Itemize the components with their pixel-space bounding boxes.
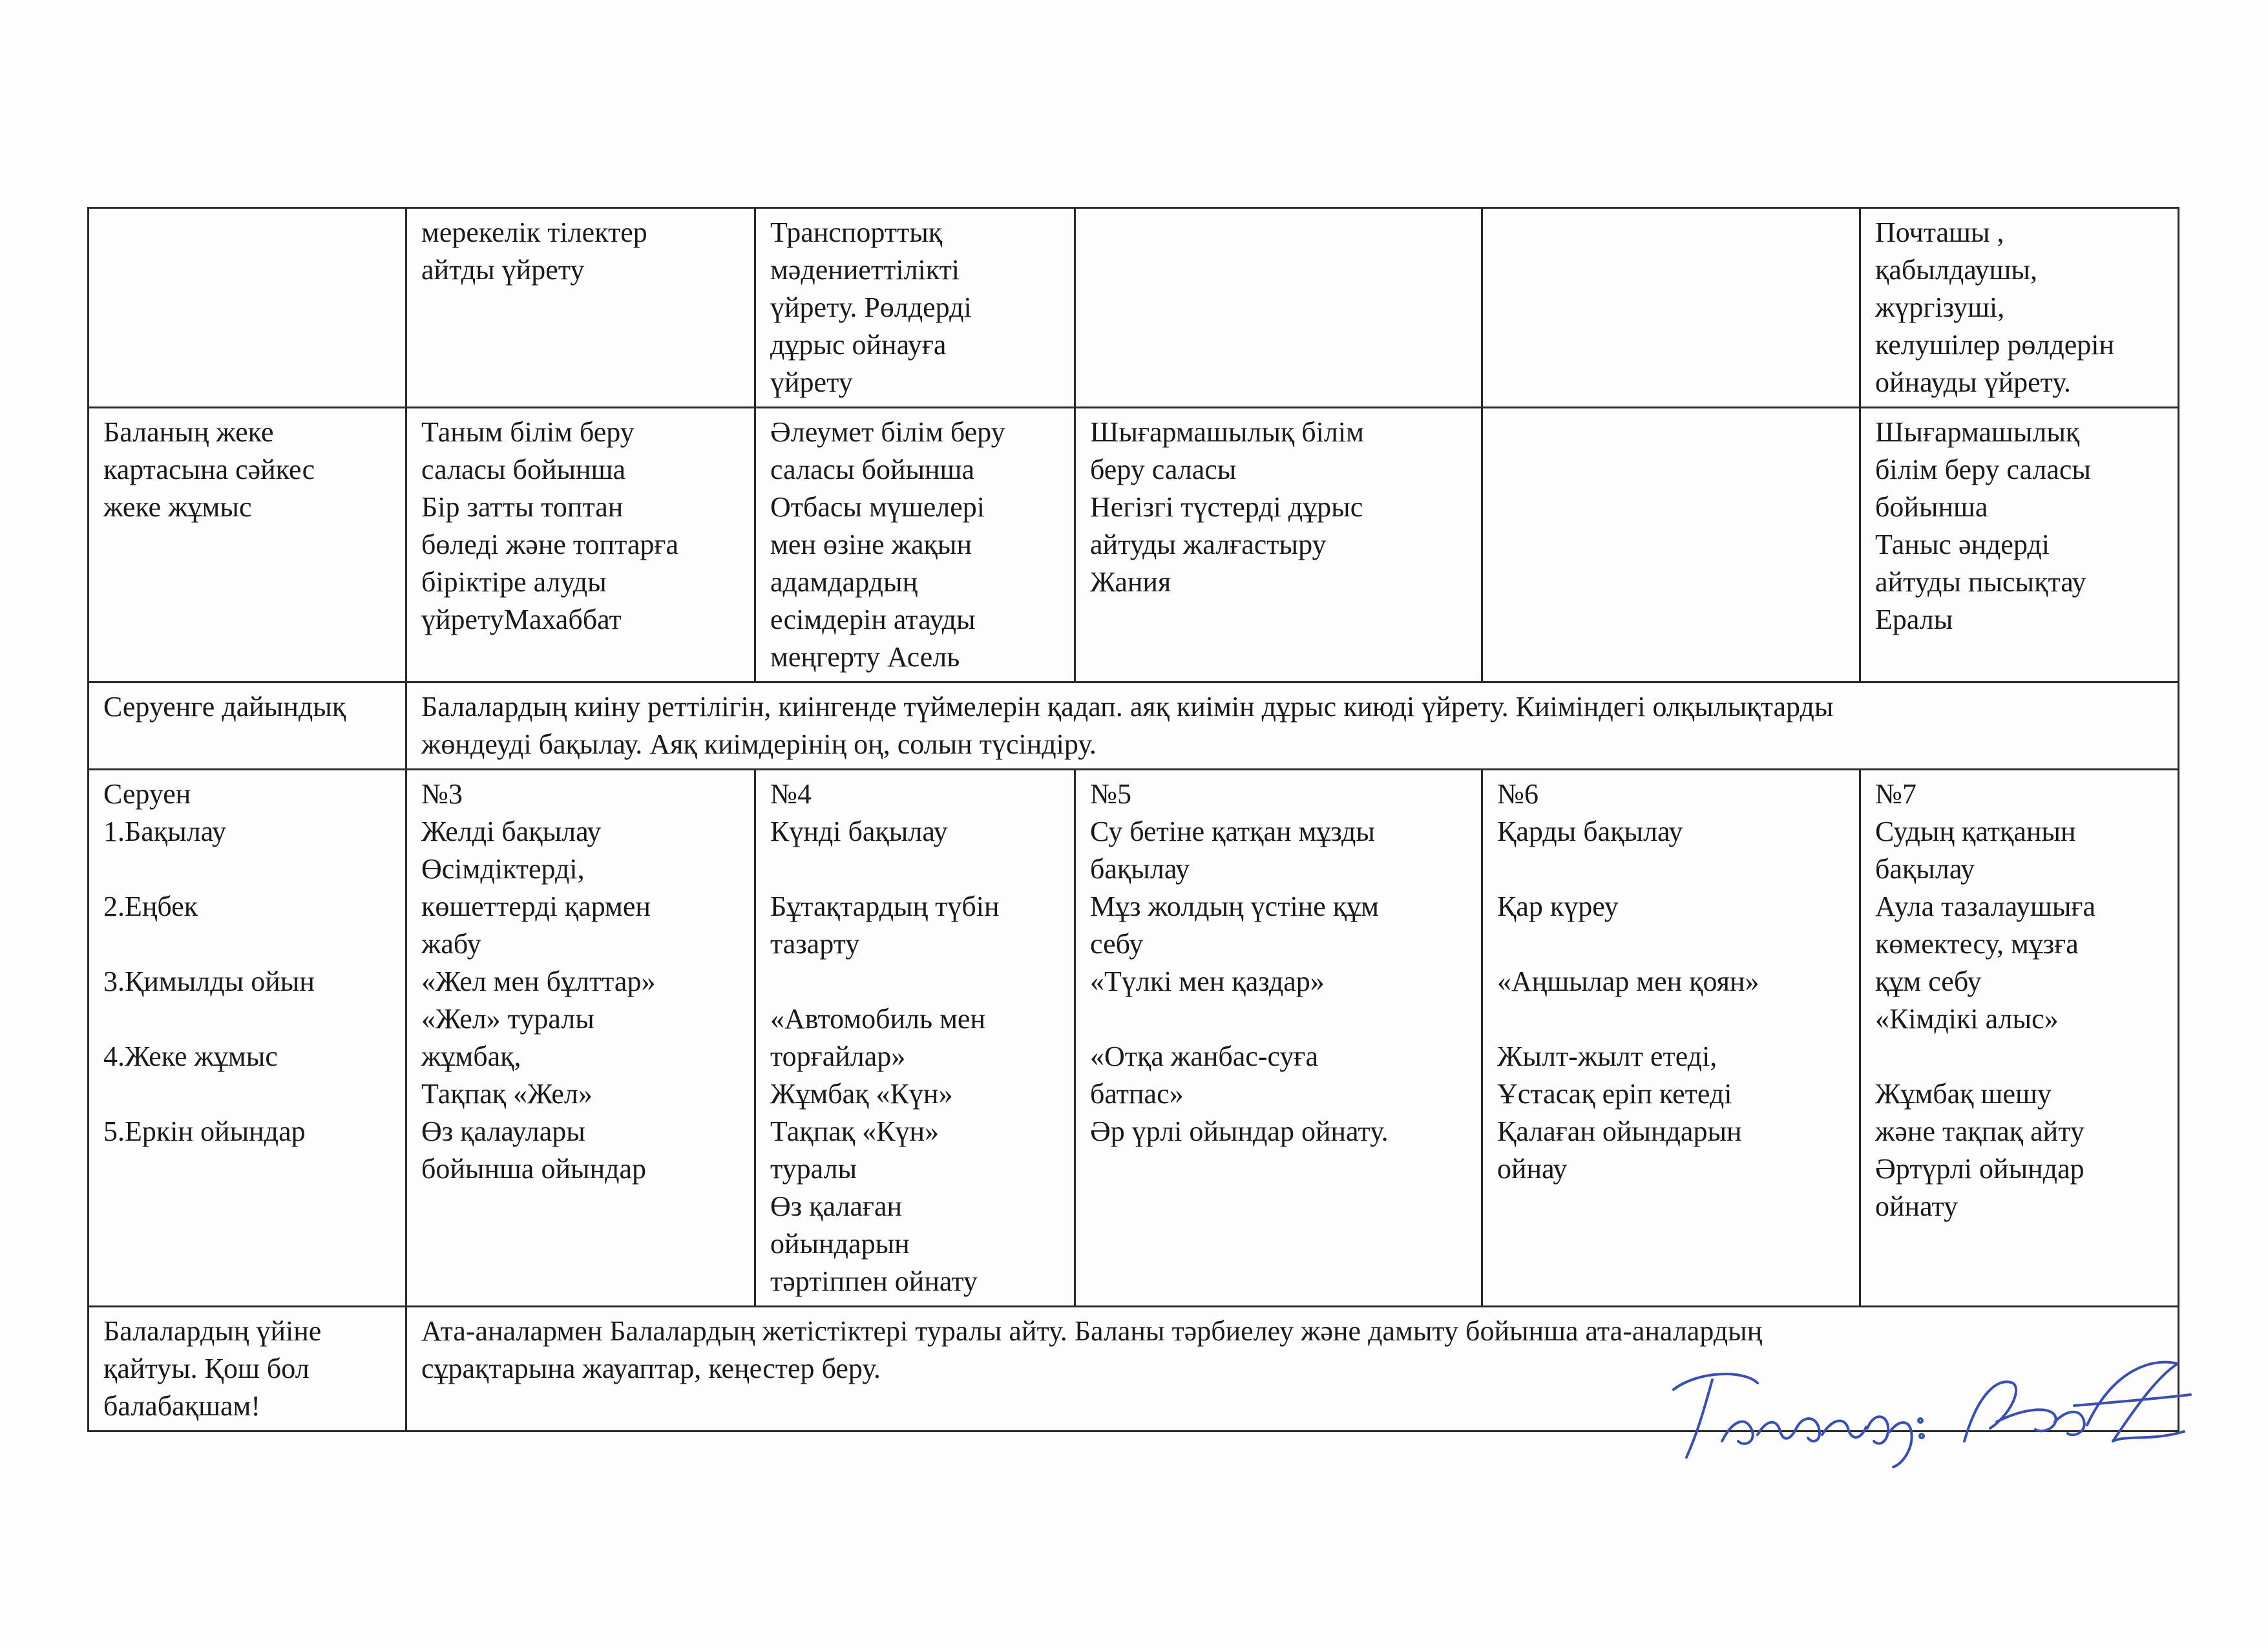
row-label-cell: Серуен 1.Бақылау 2.Еңбек 3.Қимылды ойын 4.Жеке жұмыс 5.Еркін ойындар — [89, 770, 406, 1307]
handwritten-signature — [1661, 1344, 2203, 1474]
table-cell — [1482, 408, 1860, 682]
row-label-cell: Серуенге дайындық — [89, 682, 406, 770]
table-row — [89, 770, 2179, 1307]
table-cell — [1075, 208, 1482, 408]
table-cell: №6 Қарды бақылау Қар күреу «Аңшылар мен қоян» Жылт-жылт етеді, Ұстасақ еріп кетеді Қалаған ойындарын ойнау — [1482, 770, 1860, 1307]
daily-plan-table — [87, 207, 2179, 1432]
table-cell: №4 Күнді бақылау Бұтақтардың түбін тазарту «Автомобиль мен торғайлар» Жұмбақ «Күн» Тақпақ «Күн» туралы Өз қалаған ойындарын тәртіппен ойнату — [755, 770, 1075, 1307]
table-cell: Транспорттық мәдениеттілікті үйрету. Рөлдерді дұрыс ойнауға үйрету — [755, 208, 1075, 408]
row-label-cell: Балалардың үйіне қайтуы. Қош бол балабақшам! — [89, 1307, 406, 1431]
table-cell: №3 Желді бақылау Өсімдіктерді, көшеттерді қармен жабу «Жел мен бұлттар» «Жел» туралы жұмбақ, Тақпақ «Жел» Өз қалаулары бойынша ойындар — [406, 770, 755, 1307]
table-cell: мерекелік тілектер айтды үйрету — [406, 208, 755, 408]
table-cell: Шығармашылық білім беру саласы бойынша Таныс әндерді айтуды пысықтау Ералы — [1860, 408, 2179, 682]
row-label-cell: Баланың жеке картасына сәйкес жеке жұмыс — [89, 408, 406, 682]
table-cell: Таным білім беру саласы бойынша Бір затты топтан бөледі және топтарға біріктіре алуды үйретуМахаббат — [406, 408, 755, 682]
table-row — [89, 682, 2179, 770]
table-row — [89, 208, 2179, 408]
table-cell: Шығармашылық білім беру саласы Негізгі түстерді дұрыс айтуды жалғастыру Жания — [1075, 408, 1482, 682]
table-cell: №5 Су бетіне қатқан мұзды бақылау Мұз жолдың үстіне құм себу «Түлкі мен қаздар» «Отқа жанбас-суға батпас» Әр үрлі ойындар ойнату. — [1075, 770, 1482, 1307]
table-cell: Әлеумет білім беру саласы бойынша Отбасы мүшелері мен өзіне жақын адамдардың есімдерін атауды меңгерту Асель — [755, 408, 1075, 682]
row-label-cell — [89, 208, 406, 408]
table-row — [89, 408, 2179, 682]
table-cell — [1482, 208, 1860, 408]
table-cell: Почташы , қабылдаушы, жүргізуші, келушілер рөлдерін ойнауды үйрету. — [1860, 208, 2179, 408]
table-cell: №7 Судың қатқанын бақылау Аула тазалаушыға көмектесу, мұзға құм себу «Кімдікі алыс» Жұмбақ шешу және тақпақ айту Әртүрлі ойындар ойнату — [1860, 770, 2179, 1307]
wide-cell: Балалардың киіну реттілігін, киінгенде түймелерін қадап. аяқ киімін дұрыс киюді үйрету. Киіміндегі олқылықтарды жөндеуді бақылау. Аяқ киімдерінің оң, солын түсіндіру. — [406, 682, 2179, 770]
wide-cell: Ата-аналармен Балалардың жетістіктері туралы айту. Баланы тәрбиелеу және дамыту бойынша ата-аналардың сұрақтарына жауаптар, кеңестер беру. — [406, 1307, 2179, 1431]
